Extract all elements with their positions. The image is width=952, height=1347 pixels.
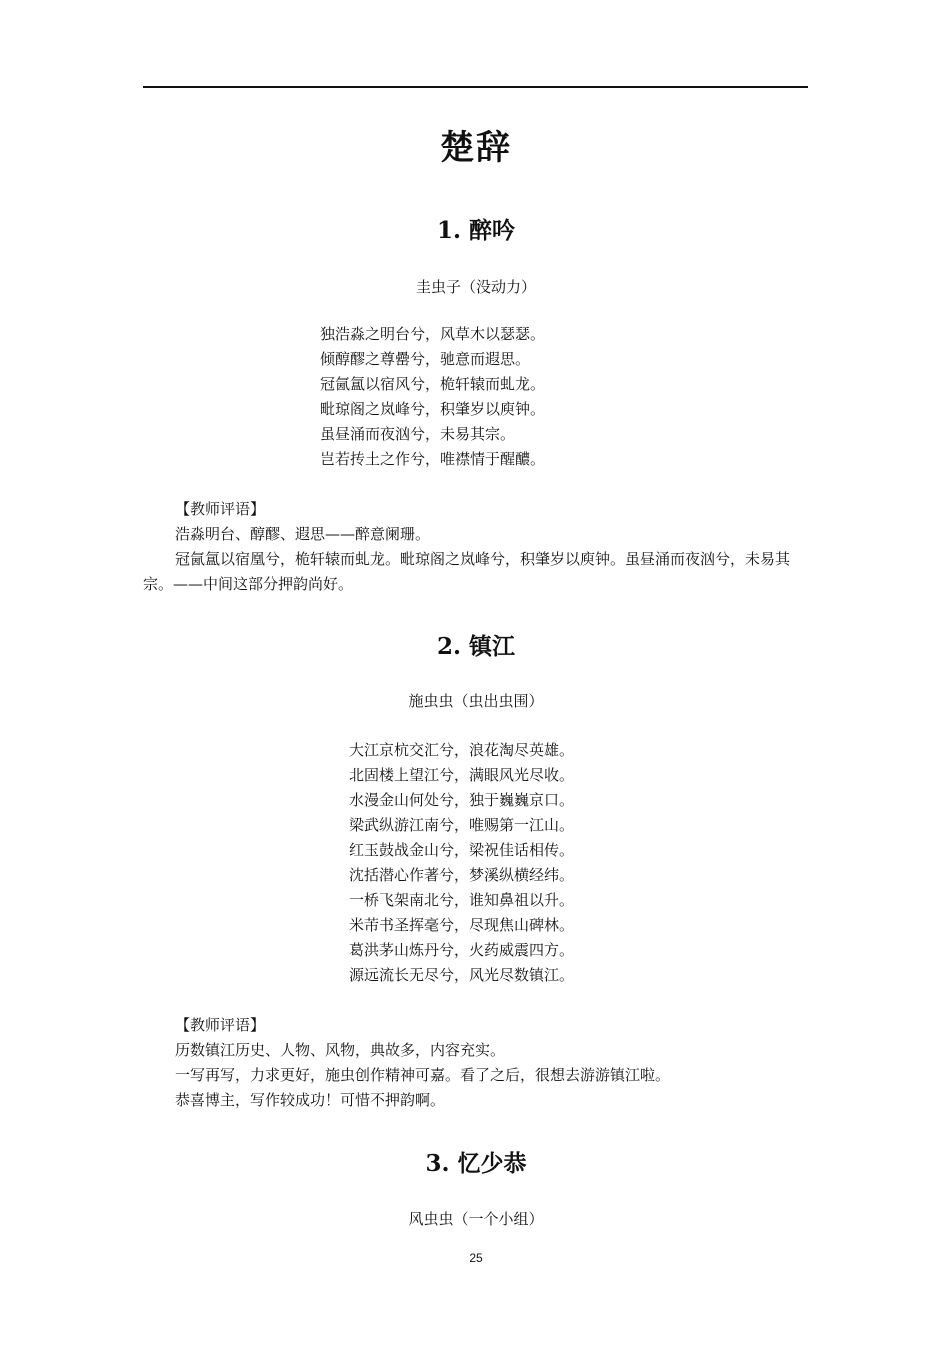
poem-line: 虽昼涌而夜汹兮，未易其宗。 — [320, 425, 516, 443]
poem-line: 北固楼上望江兮，满眼风光尽收。 — [349, 766, 575, 784]
poem-line: 倾醇醪之尊罍兮，驰意而遐思。 — [320, 350, 531, 368]
comment-paragraph: 恭喜博主，写作较成功！可惜不押韵啊。 — [175, 1091, 446, 1109]
comment-paragraph: 冠氤氲以宿凰兮，桅轩辕而虬龙。毗琼阁之岚峰兮，积肇岁以庾钟。虽昼涌而夜汹兮，未易其宗。——中间这部分押韵尚好。 — [143, 550, 791, 593]
section-2-poem — [349, 738, 574, 988]
poem-line: 毗琼阁之岚峰兮，积肇岁以庾钟。 — [320, 400, 546, 418]
comment-paragraph: 浩淼明台、醇醪、遐思——醉意阑珊。 — [175, 525, 431, 543]
section-2-comment — [143, 1013, 813, 1113]
page-number: 25 — [469, 1251, 483, 1265]
section-1-author: 圭虫子（没动力） — [415, 278, 536, 296]
section-1-comment — [143, 497, 813, 597]
section-3-heading: 3. 忆少恭 — [425, 1150, 527, 1177]
poem-line: 冠氤氲以宿风兮，桅轩辕而虬龙。 — [320, 375, 546, 393]
comment-label: 【教师评语】 — [175, 1016, 266, 1034]
poem-line: 独浩淼之明台兮，风草木以瑟瑟。 — [320, 325, 546, 343]
header-rule — [143, 86, 808, 88]
section-3-author: 风虫虫（一个小组） — [408, 1210, 544, 1228]
poem-line: 红玉鼓战金山兮，梁祝佳话相传。 — [349, 841, 575, 859]
poem-line: 梁武纵游江南兮，唯赐第一江山。 — [349, 816, 575, 834]
comment-label: 【教师评语】 — [175, 500, 266, 518]
poem-line: 源远流长无尽兮，风光尽数镇江。 — [349, 966, 575, 984]
section-2-heading: 2. 镇江 — [436, 633, 516, 660]
page-title: 楚辞 — [440, 128, 512, 168]
poem-line: 沈括潜心作著兮，梦溪纵横经纬。 — [349, 866, 575, 884]
poem-line: 水漫金山何处兮，独于巍巍京口。 — [349, 791, 575, 809]
comment-paragraph: 历数镇江历史、人物、风物，典故多，内容充实。 — [175, 1041, 506, 1059]
poem-line: 一桥飞架南北兮，谁知鼻祖以升。 — [349, 891, 575, 909]
poem-line: 岂若抟土之作兮，唯襟情于醒醲。 — [320, 450, 546, 468]
section-1-poem — [320, 322, 545, 472]
section-2-author: 施虫虫（虫出虫围） — [408, 692, 544, 710]
section-1-heading: 1. 醉吟 — [436, 217, 516, 244]
comment-paragraph: 一写再写，力求更好，施虫创作精神可嘉。看了之后，很想去游游镇江啦。 — [175, 1066, 671, 1084]
poem-line: 米芾书圣挥毫兮，尽现焦山碑林。 — [349, 916, 575, 934]
poem-line: 葛洪茅山炼丹兮，火药威震四方。 — [349, 941, 575, 959]
poem-line: 大江京杭交汇兮，浪花淘尽英雄。 — [349, 741, 575, 759]
